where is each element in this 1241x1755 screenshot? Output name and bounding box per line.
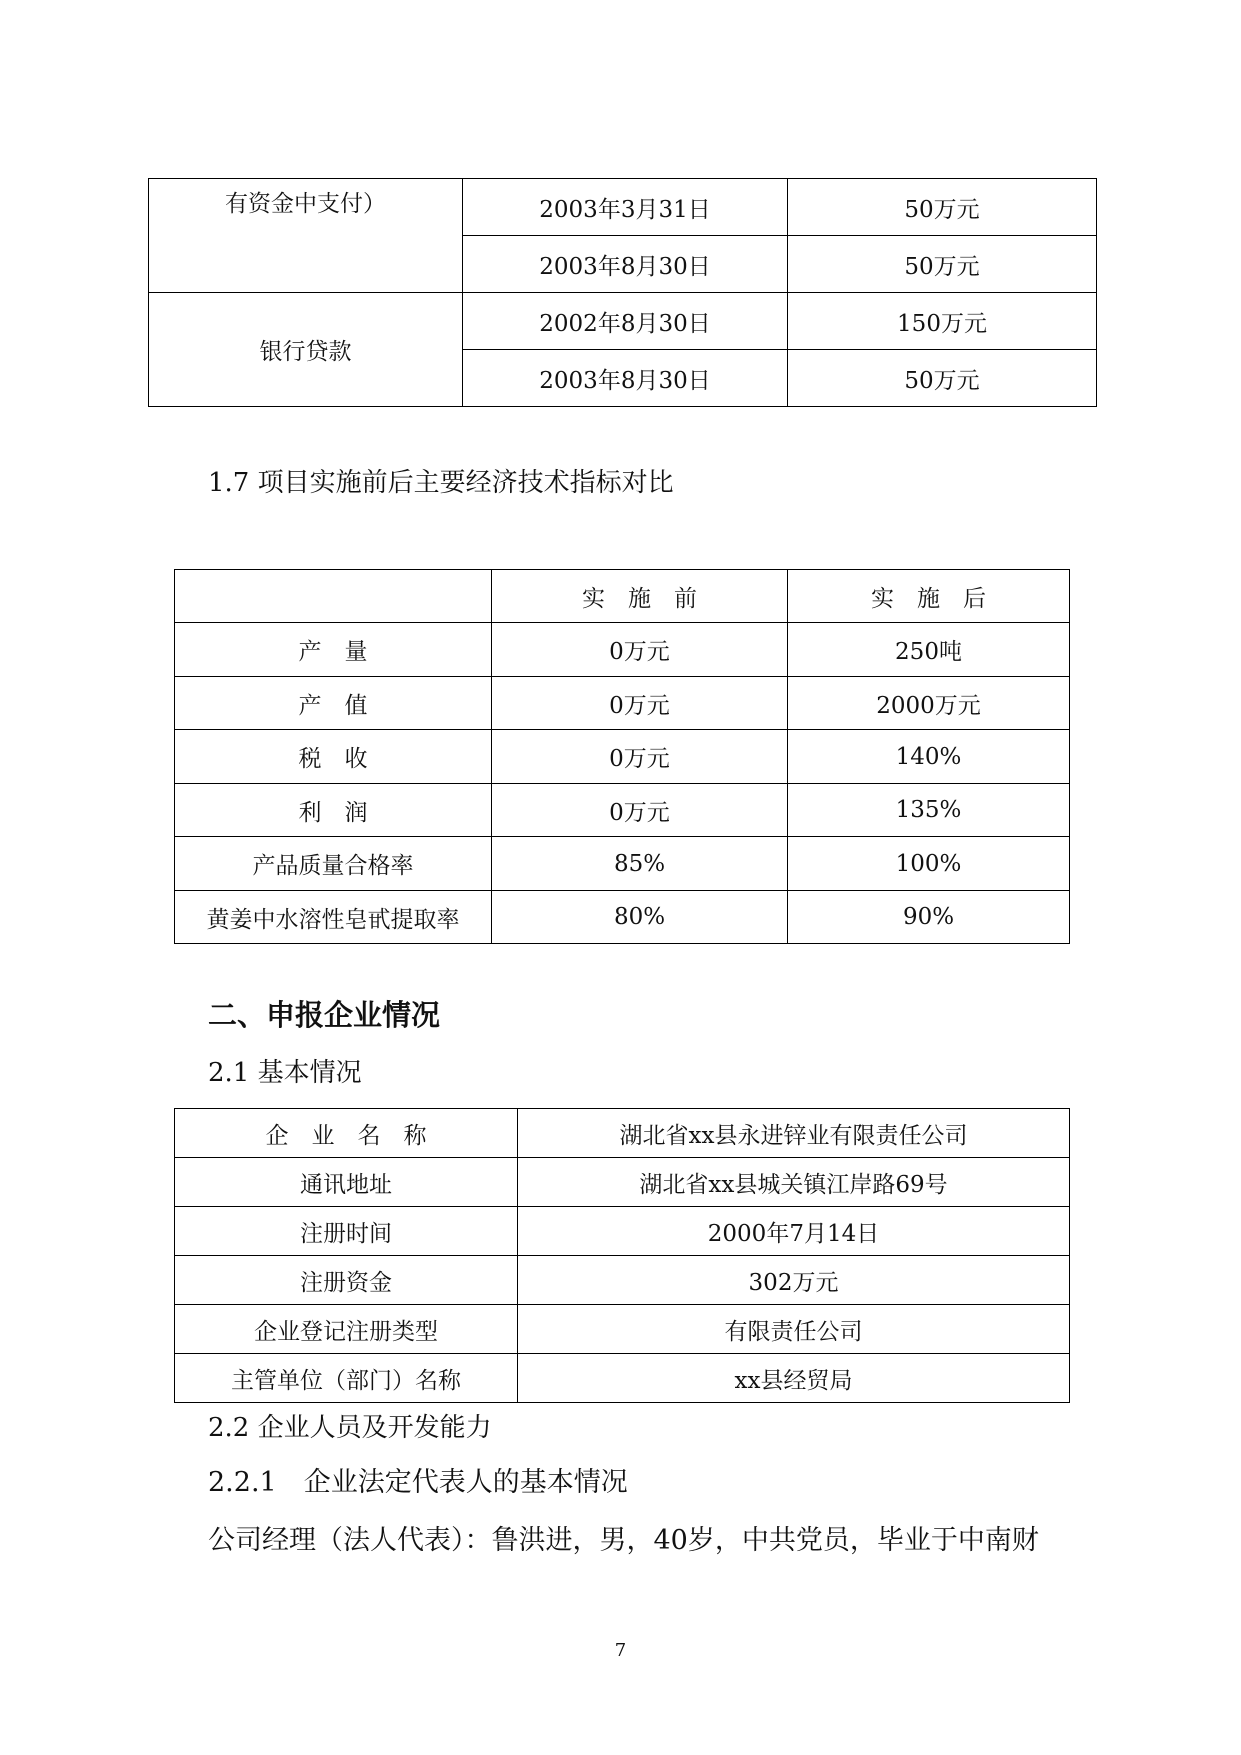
section-2-2-1-title: 2.2.1 企业法定代表人的基本情况 [208, 1467, 628, 1498]
indicator-after: 2000万元 [788, 677, 1070, 730]
indicator-header-blank [175, 570, 492, 623]
indicator-header-before: 实 施 前 [492, 570, 788, 623]
indicator-after: 250吨 [788, 623, 1070, 677]
indicator-after: 140% [788, 730, 1070, 784]
company-value: xx县经贸局 [518, 1354, 1070, 1403]
indicator-before: 0万元 [492, 623, 788, 677]
indicator-label: 产品质量合格率 [175, 837, 492, 891]
company-value: 湖北省xx县城关镇江岸路69号 [518, 1158, 1070, 1207]
funding-source-cell [149, 293, 463, 407]
company-value: 有限责任公司 [518, 1305, 1070, 1354]
indicator-label: 税 收 [175, 730, 492, 784]
company-table [174, 1108, 1070, 1403]
company-label: 注册资金 [175, 1256, 518, 1305]
company-value: 2000年7月14日 [518, 1207, 1070, 1256]
company-label: 通讯地址 [175, 1158, 518, 1207]
indicator-before: 85% [492, 837, 788, 891]
company-label: 主管单位（部门）名称 [175, 1354, 518, 1403]
indicator-label: 产 值 [175, 677, 492, 730]
indicator-after: 100% [788, 837, 1070, 891]
indicator-before: 0万元 [492, 730, 788, 784]
funding-table [148, 178, 1097, 407]
indicator-before: 80% [492, 891, 788, 944]
section-2-2-title: 2.2 企业人员及开发能力 [208, 1413, 492, 1443]
funding-amount: 50万元 [788, 236, 1097, 293]
indicator-table [174, 569, 1070, 944]
section-2-1-title: 2.1 基本情况 [208, 1058, 362, 1088]
funding-amount: 50万元 [788, 350, 1097, 407]
company-value: 湖北省xx县永进锌业有限责任公司 [518, 1109, 1070, 1158]
indicator-label: 利 润 [175, 784, 492, 837]
page-number: 7 [614, 1640, 627, 1661]
funding-amount: 50万元 [788, 179, 1097, 236]
funding-source: 银行贷款 [259, 339, 352, 365]
funding-date: 2003年8月30日 [463, 236, 788, 293]
funding-amount: 150万元 [788, 293, 1097, 350]
company-label: 注册时间 [175, 1207, 518, 1256]
body-paragraph: 公司经理（法人代表）：鲁洪进，男，40岁，中共党员，毕业于中南财 [208, 1525, 1039, 1556]
indicator-before: 0万元 [492, 784, 788, 837]
funding-date: 2003年3月31日 [463, 179, 788, 236]
indicator-label: 产 量 [175, 623, 492, 677]
funding-source: 有资金中支付） [225, 191, 386, 217]
indicator-header-after: 实 施 后 [788, 570, 1070, 623]
funding-source-cell [149, 179, 463, 293]
indicator-label: 黄姜中水溶性皂甙提取率 [175, 891, 492, 944]
indicator-after: 135% [788, 784, 1070, 837]
funding-date: 2003年8月30日 [463, 350, 788, 407]
funding-date: 2002年8月30日 [463, 293, 788, 350]
company-value: 302万元 [518, 1256, 1070, 1305]
section-2-title: 二、申报企业情况 [208, 998, 441, 1032]
indicator-before: 0万元 [492, 677, 788, 730]
section-1-7-title: 1.7 项目实施前后主要经济技术指标对比 [208, 468, 674, 498]
indicator-after: 90% [788, 891, 1070, 944]
company-label: 企 业 名 称 [175, 1109, 518, 1158]
company-label: 企业登记注册类型 [175, 1305, 518, 1354]
